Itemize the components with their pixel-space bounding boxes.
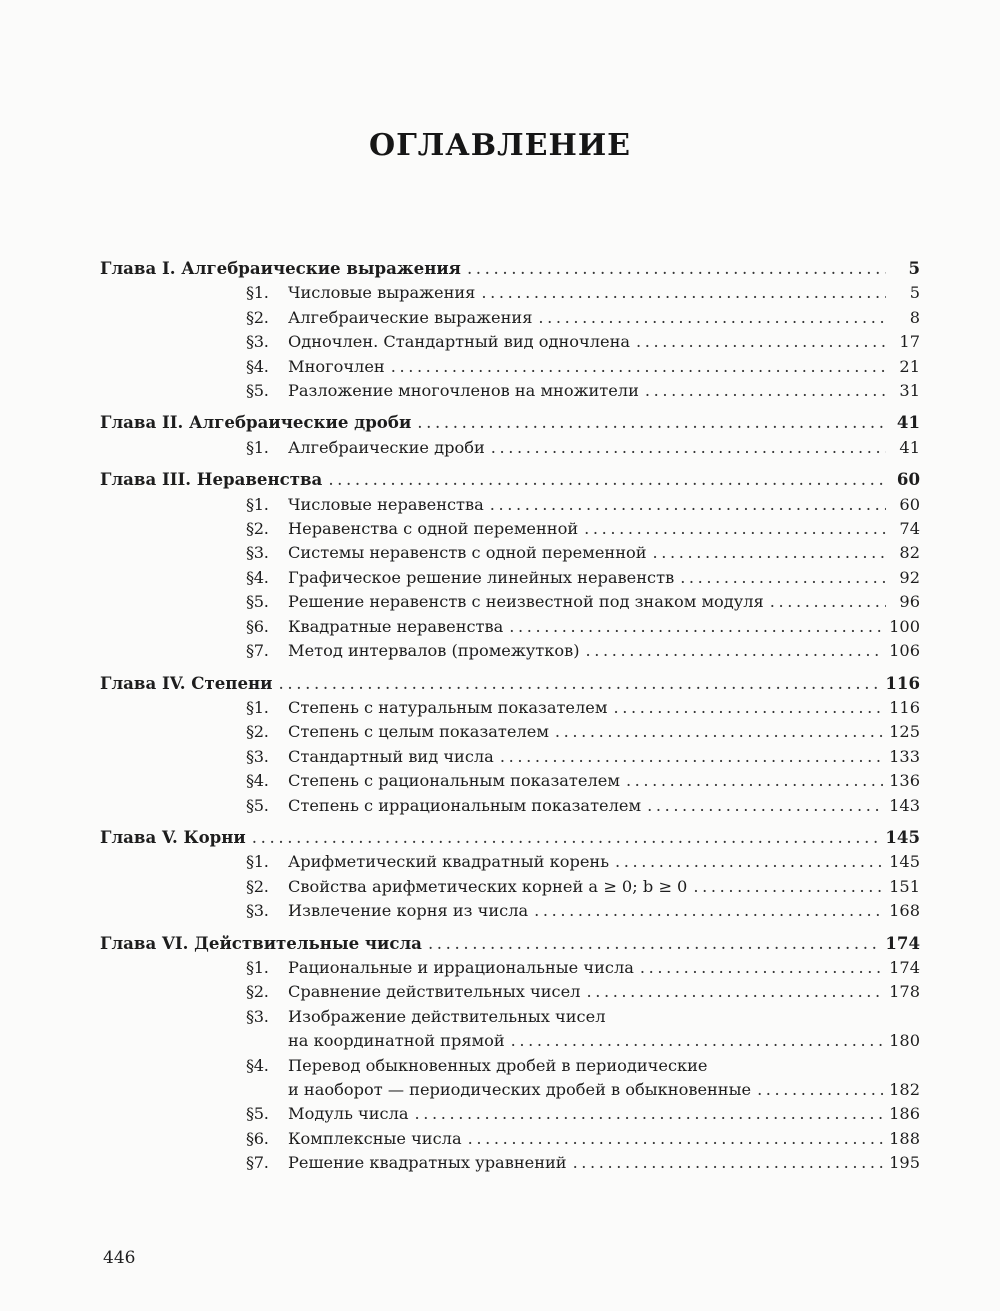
section-title: Извлечение корня из числа bbox=[288, 901, 529, 921]
toc-section-multiline-second[interactable] bbox=[100, 1078, 920, 1102]
section-title: Арифметический квадратный корень bbox=[288, 852, 610, 872]
toc-section[interactable] bbox=[100, 281, 920, 305]
toc-section[interactable] bbox=[100, 899, 920, 923]
section-title: Разложение многочленов на множители bbox=[288, 381, 639, 401]
section-number: §7. bbox=[246, 1153, 269, 1173]
dot-leader bbox=[511, 1029, 883, 1053]
dot-leader bbox=[481, 281, 886, 305]
page-ref: 186 bbox=[889, 1104, 920, 1124]
dot-leader bbox=[491, 436, 886, 460]
dot-leader bbox=[613, 696, 883, 720]
section-number: §1. bbox=[246, 852, 269, 872]
section-number: §1. bbox=[246, 437, 269, 457]
dot-leader bbox=[586, 639, 884, 663]
toc-section[interactable] bbox=[100, 1151, 920, 1175]
page-ref: 178 bbox=[889, 982, 920, 1002]
page-ref: 60 bbox=[896, 469, 920, 490]
dot-leader bbox=[770, 590, 886, 614]
toc-section[interactable] bbox=[100, 330, 920, 354]
page-ref: 74 bbox=[899, 519, 920, 539]
section-number: §4. bbox=[246, 771, 269, 791]
section-title: Решение квадратных уравнений bbox=[288, 1153, 567, 1173]
section-title: Алгебраические выражения bbox=[288, 307, 533, 327]
section-number: §2. bbox=[246, 519, 269, 539]
section-number: §1. bbox=[246, 494, 269, 514]
dot-leader bbox=[645, 379, 886, 403]
dot-leader bbox=[584, 517, 886, 541]
section-number: §3. bbox=[246, 746, 269, 766]
section-title: Метод интервалов (промежутков) bbox=[288, 641, 580, 661]
dot-leader bbox=[417, 411, 886, 435]
section-number: §6. bbox=[246, 616, 269, 636]
section-number: §3. bbox=[246, 1006, 269, 1026]
dot-leader bbox=[615, 850, 883, 874]
page-ref: 168 bbox=[889, 901, 920, 921]
page-ref: 174 bbox=[885, 932, 920, 953]
section-title: Степень с натуральным показателем bbox=[288, 697, 608, 717]
toc-section[interactable] bbox=[100, 956, 920, 980]
dot-leader bbox=[636, 330, 886, 354]
page-ref: 17 bbox=[899, 332, 920, 352]
dot-leader bbox=[391, 355, 886, 379]
toc-section[interactable] bbox=[100, 794, 920, 818]
section-title: Стандартный вид числа bbox=[288, 746, 494, 766]
section-title: Алгебраические дроби bbox=[288, 437, 485, 457]
section-number: §6. bbox=[246, 1128, 269, 1148]
dot-leader bbox=[640, 956, 883, 980]
section-number: §4. bbox=[246, 567, 269, 587]
dot-leader bbox=[534, 899, 883, 923]
section-number: §2. bbox=[246, 876, 269, 896]
toc-section[interactable] bbox=[100, 306, 920, 330]
section-title: Решение неравенств с неизвестной под знаком модуля bbox=[288, 592, 764, 612]
dot-leader bbox=[647, 794, 883, 818]
section-number: §4. bbox=[246, 1055, 269, 1075]
toc-section[interactable] bbox=[100, 875, 920, 899]
toc-chapter-6[interactable] bbox=[100, 931, 920, 956]
page-ref: 5 bbox=[909, 283, 920, 303]
toc-section[interactable] bbox=[100, 355, 920, 379]
page-number: 446 bbox=[103, 1248, 136, 1268]
section-number: §7. bbox=[246, 641, 269, 661]
page-ref: 182 bbox=[889, 1080, 920, 1099]
toc-chapter-1[interactable] bbox=[100, 256, 920, 281]
page-ref: 41 bbox=[896, 412, 920, 433]
dot-leader bbox=[573, 1151, 884, 1175]
toc-section[interactable] bbox=[100, 566, 920, 590]
page-ref: 195 bbox=[889, 1153, 920, 1173]
page-ref: 151 bbox=[889, 876, 920, 896]
section-title-line2: на координатной прямой bbox=[288, 1031, 505, 1051]
section-number: §5. bbox=[246, 592, 269, 612]
page-ref: 145 bbox=[889, 852, 920, 872]
section-number: §1. bbox=[246, 697, 269, 717]
dot-leader bbox=[509, 615, 883, 639]
page-ref: 96 bbox=[899, 592, 920, 612]
page-ref: 5 bbox=[908, 258, 920, 278]
section-title: Модуль числа bbox=[288, 1104, 409, 1124]
page-ref: 143 bbox=[889, 795, 920, 815]
section-title: Свойства арифметических корней a ≥ 0; b ≥ 0 bbox=[288, 876, 688, 896]
dot-leader bbox=[693, 875, 883, 899]
toc-section-multiline-second[interactable] bbox=[100, 1029, 920, 1053]
chapter-title: Глава V. Корни bbox=[100, 826, 246, 847]
toc-chapter-4[interactable] bbox=[100, 671, 920, 696]
page-ref: 92 bbox=[899, 567, 920, 587]
page-ref: 82 bbox=[899, 543, 920, 563]
dot-leader bbox=[467, 257, 886, 281]
section-title: Квадратные неравенства bbox=[288, 616, 504, 636]
toc-section[interactable] bbox=[100, 436, 920, 460]
page-ref: 188 bbox=[889, 1128, 920, 1148]
section-title: Комплексные числа bbox=[288, 1128, 462, 1148]
page-ref: 136 bbox=[889, 771, 920, 791]
toc-section[interactable] bbox=[100, 980, 920, 1004]
toc-section[interactable] bbox=[100, 1127, 920, 1151]
section-title: Степень с целым показателем bbox=[288, 722, 549, 742]
toc-section[interactable] bbox=[100, 639, 920, 663]
toc-section[interactable] bbox=[100, 745, 920, 769]
page-title: ОГЛАВЛЕНИЕ bbox=[368, 128, 632, 163]
page-ref: 31 bbox=[899, 381, 920, 401]
dot-leader bbox=[428, 932, 879, 956]
page-ref: 41 bbox=[899, 437, 920, 457]
toc-chapter-3[interactable] bbox=[100, 467, 920, 492]
page-ref: 106 bbox=[889, 641, 920, 661]
section-title: Числовые неравенства bbox=[288, 494, 484, 514]
page-ref: 8 bbox=[909, 307, 920, 327]
page-ref: 100 bbox=[889, 616, 920, 636]
section-title: Числовые выражения bbox=[288, 283, 476, 303]
chapter-title: Глава II. Алгебраические дроби bbox=[100, 412, 412, 433]
page-ref: 60 bbox=[899, 494, 920, 514]
page-ref: 125 bbox=[889, 722, 920, 742]
section-number: §3. bbox=[246, 901, 269, 921]
toc-section[interactable] bbox=[100, 590, 920, 614]
toc-section[interactable] bbox=[100, 696, 920, 720]
section-title-line1: Изображение действительных чисел bbox=[288, 1006, 606, 1026]
section-number: §1. bbox=[246, 283, 269, 303]
section-number: §4. bbox=[246, 356, 269, 376]
toc-section-multiline-first[interactable] bbox=[100, 1005, 920, 1029]
section-number: §2. bbox=[246, 982, 269, 1002]
dot-leader bbox=[626, 769, 883, 793]
page-ref: 133 bbox=[889, 746, 920, 766]
toc-section[interactable] bbox=[100, 1102, 920, 1126]
table-of-contents bbox=[100, 256, 920, 1176]
section-number: §1. bbox=[246, 957, 269, 977]
section-number: §3. bbox=[246, 543, 269, 563]
toc-section[interactable] bbox=[100, 379, 920, 403]
section-title: Сравнение действительных чисел bbox=[288, 982, 581, 1002]
section-title: Степень с иррациональным показателем bbox=[288, 795, 642, 815]
dot-leader bbox=[252, 826, 880, 850]
page-ref: 180 bbox=[889, 1031, 920, 1051]
toc-chapter-2[interactable] bbox=[100, 410, 920, 435]
toc-chapter-5[interactable] bbox=[100, 825, 920, 850]
section-title: Многочлен bbox=[288, 356, 385, 376]
dot-leader bbox=[555, 720, 883, 744]
dot-leader bbox=[757, 1078, 883, 1102]
page-ref: 174 bbox=[889, 957, 920, 977]
page-ref: 21 bbox=[899, 356, 920, 376]
dot-leader bbox=[586, 980, 883, 1004]
toc-section[interactable] bbox=[100, 517, 920, 541]
toc-section-multiline-first[interactable] bbox=[100, 1054, 920, 1078]
dot-leader bbox=[278, 672, 879, 696]
toc-section[interactable] bbox=[100, 769, 920, 793]
section-number: §2. bbox=[246, 307, 269, 327]
dot-leader bbox=[415, 1102, 884, 1126]
toc-section[interactable] bbox=[100, 720, 920, 744]
chapter-title: Глава IV. Степени bbox=[100, 672, 273, 693]
section-number: §5. bbox=[246, 1104, 269, 1124]
section-title: Системы неравенств с одной переменной bbox=[288, 543, 647, 563]
section-number: §5. bbox=[246, 795, 269, 815]
chapter-title: Глава I. Алгебраические выражения bbox=[100, 258, 461, 278]
page-ref: 116 bbox=[889, 697, 920, 717]
section-title-line1: Перевод обыкновенных дробей в периодические bbox=[288, 1055, 708, 1075]
section-title: Степень с рациональным показателем bbox=[288, 771, 620, 791]
toc-section[interactable] bbox=[100, 541, 920, 565]
page-ref: 145 bbox=[885, 826, 920, 847]
page-ref: 116 bbox=[885, 672, 920, 693]
dot-leader bbox=[538, 306, 886, 330]
dot-leader bbox=[653, 541, 886, 565]
chapter-title: Глава VI. Действительные числа bbox=[100, 932, 422, 953]
dot-leader bbox=[328, 468, 886, 492]
dot-leader bbox=[490, 493, 886, 517]
toc-section[interactable] bbox=[100, 850, 920, 874]
section-title: Рациональные и иррациональные числа bbox=[288, 957, 634, 977]
chapter-title: Глава III. Неравенства bbox=[100, 469, 323, 490]
section-title: Одночлен. Стандартный вид одночлена bbox=[288, 332, 631, 352]
dot-leader bbox=[680, 566, 886, 590]
section-title: Неравенства с одной переменной bbox=[288, 519, 579, 539]
toc-section[interactable] bbox=[100, 615, 920, 639]
section-title-line2: и наоборот — периодических дробей в обыкновенные bbox=[288, 1080, 752, 1099]
dot-leader bbox=[500, 745, 883, 769]
dot-leader bbox=[468, 1127, 884, 1151]
section-number: §3. bbox=[246, 332, 269, 352]
section-title: Графическое решение линейных неравенств bbox=[288, 567, 675, 587]
section-number: §5. bbox=[246, 381, 269, 401]
section-number: §2. bbox=[246, 722, 269, 742]
toc-section[interactable] bbox=[100, 493, 920, 517]
